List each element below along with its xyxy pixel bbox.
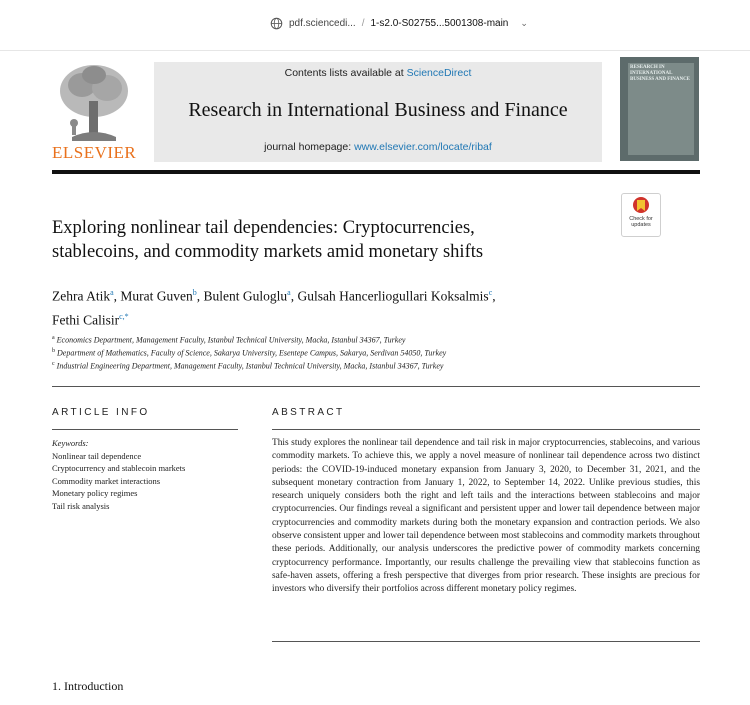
chevron-down-icon[interactable]: ⌄ xyxy=(520,18,528,28)
section-divider xyxy=(52,386,700,387)
url-separator: / xyxy=(361,18,365,29)
url-domain: pdf.sciencedi... xyxy=(289,18,356,29)
author-affiliation-mark[interactable]: b xyxy=(192,288,197,297)
globe-icon xyxy=(270,17,283,30)
journal-header xyxy=(52,57,700,167)
file-name: 1-s2.0-S02755...5001308-main xyxy=(370,18,509,29)
keyword-item: Tail risk analysis xyxy=(52,500,110,511)
author-name[interactable]: Zehra Atik xyxy=(52,288,111,304)
homepage-link[interactable]: www.elsevier.com/locate/ribaf xyxy=(354,141,492,153)
keyword-item: Cryptocurrency and stablecoin markets xyxy=(52,463,186,473)
paper-title xyxy=(52,216,592,264)
affiliation xyxy=(52,361,692,371)
author-name[interactable]: Murat Guven xyxy=(120,288,193,304)
affiliation xyxy=(52,348,692,358)
author-affiliation-mark[interactable]: c xyxy=(488,288,493,297)
article-info-divider xyxy=(52,429,238,430)
affiliation-mark: c xyxy=(52,361,55,367)
keywords-block xyxy=(52,437,238,512)
author-affiliation-mark[interactable]: a xyxy=(110,288,114,297)
affiliation-text: Department of Mathematics, Faculty of Science, Sakarya University, Esentepe Campus, Sakarya, Serdivan 54050, Turkey xyxy=(57,348,447,358)
bookmark-badge-icon xyxy=(622,194,660,216)
cover-title: RESEARCH IN INTERNATIONAL BUSINESS AND FINANCE xyxy=(630,65,691,82)
affiliation xyxy=(52,335,692,345)
section-title: Introduction xyxy=(64,679,124,693)
journal-title: Research in International Business and Finance xyxy=(188,99,568,121)
author-list: Zehra Atik$^a$, Murat Guven$^b$, Bulent Guloglu$^a$, Gulsah Hancerliogullari Koksalmis$^c$, Fethi Calisir$^{c,*}$ xyxy=(52,288,496,327)
abstract-end-divider xyxy=(272,641,700,642)
affiliation-mark: a xyxy=(52,335,55,341)
author-name[interactable]: Gulsah Hancerliogullari Koksalmis xyxy=(297,288,489,304)
sciencedirect-link[interactable]: ScienceDirect xyxy=(406,67,472,79)
author-affiliation-mark[interactable]: c,* xyxy=(119,311,129,321)
check-updates-label: Check for updates xyxy=(629,216,653,228)
abstract-divider xyxy=(272,429,700,430)
abstract-text: This study explores the nonlinear tail dependence and tail risk in major cryptocurrencies, stablecoins, and various commodity markets. To achieve this, we apply a novel measure of nonlinear tail dependence across two distinct periods: the COVID-19-induced monetary expansion from January 3, 2020, to December 31, 2021, and the subsequent monetary contraction from January 1, 2022, to September 14, 2022. Unlike previous studies, this research uniquely considers both the right and left tails and the interactions between stablecoins and major cryptocurrencies. Our findings reveal a significant and persistent upper and lower tail dependence between major cryptocurrencies and commodity markets during both the monetary expansion and contraction periods. We also observe consistent upper and lower tail dependence between most stablecoins and commodity markets throughout these periods. Additionally, our analysis underscores the predictive power of commodity markets concerning cryptocurrency performance. Importantly, our results challenge the prevailing view that stablecoins function as safe-haven assets, offering a fresh perspective that diverges from prior research. These insights are precious for investors who diversify their portfolios across different monetary policy regimes. xyxy=(272,438,700,595)
check-for-updates-button[interactable] xyxy=(621,193,661,237)
article-info-heading: ARTICLE INFO xyxy=(52,407,150,418)
affiliation-text: Industrial Engineering Department, Management Faculty, Istanbul Technical University, Macka, Istanbul 34367, Turkey xyxy=(56,361,444,371)
journal-banner xyxy=(154,62,602,162)
homepage-line xyxy=(154,141,602,153)
document-location[interactable] xyxy=(270,17,528,30)
keyword-item: Nonlinear tail dependence xyxy=(52,450,142,461)
affiliation-text: Economics Department, Management Faculty, Istanbul Technical University, Macka, Istanbul 34367, Turkey xyxy=(56,335,406,345)
author-affiliation-mark[interactable]: a xyxy=(287,288,291,297)
publisher-name: ELSEVIER xyxy=(52,143,137,162)
contents-prefix: Contents lists available at xyxy=(284,67,404,79)
paper-title-line-1: Exploring nonlinear tail dependencies: Cryptocurrencies, xyxy=(52,218,475,238)
header-rule xyxy=(52,170,700,174)
pdf-viewer-toolbar xyxy=(0,0,750,51)
keywords-label: Keywords: xyxy=(52,438,89,448)
author-name[interactable]: Bulent Guloglu xyxy=(203,288,288,304)
section-number: 1. xyxy=(52,679,61,693)
author-name[interactable]: Fethi Calisir xyxy=(52,312,120,327)
keyword-item: Commodity market interactions xyxy=(52,475,161,486)
affiliation-mark: b xyxy=(52,348,55,354)
paper-title-line-2: stablecoins, and commodity markets amid monetary shifts xyxy=(52,242,484,262)
abstract-heading: ABSTRACT xyxy=(272,407,345,418)
homepage-prefix: journal homepage: xyxy=(264,141,352,153)
contents-line xyxy=(154,67,602,79)
journal-cover xyxy=(620,57,699,161)
keyword-item: Monetary policy regimes xyxy=(52,488,138,498)
section-heading-introduction xyxy=(52,679,123,694)
